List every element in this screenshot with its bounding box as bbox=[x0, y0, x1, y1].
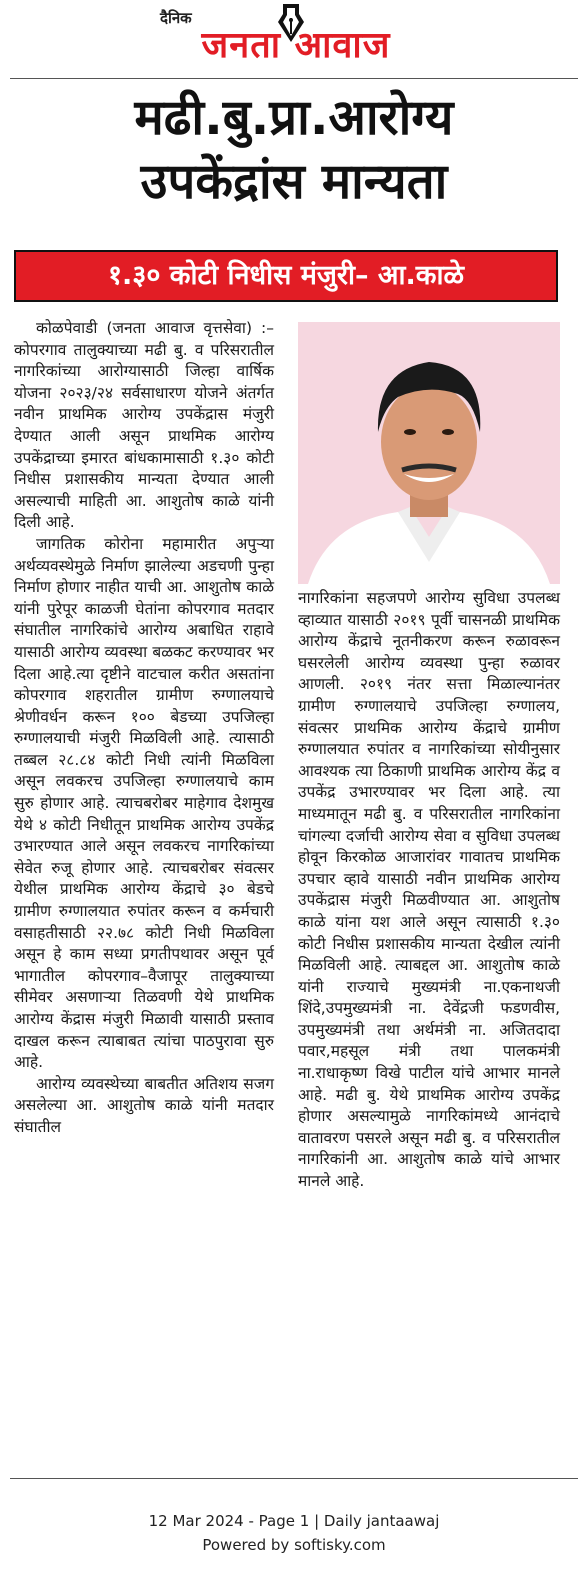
masthead-tagline: दैनिक bbox=[160, 9, 192, 27]
headline-line-1: मढी.बु.प्रा.आरोग्य bbox=[134, 89, 454, 146]
paragraph: आरोग्य व्यवस्थेच्या बाबतीत अतिशय सजग असलेल्या आ. आशुतोष काळे यांनी मतदार संघातील bbox=[14, 1074, 274, 1136]
portrait-photo bbox=[298, 322, 560, 584]
headline-line-2: उपकेंद्रांस मान्यता bbox=[140, 153, 448, 210]
footer-powered-by: Powered by softisky.com bbox=[202, 1536, 386, 1554]
masthead bbox=[0, 0, 588, 80]
divider-bottom bbox=[10, 1478, 578, 1479]
paragraph: जागतिक कोरोना महामारीत अपुऱ्या अर्थव्यवस्थेमुळे निर्माण झालेल्या अडचणी पुन्हा निर्माण होणार नाहीत याची आ. आशुतोष काळे यांनी पुरेपूर काळजी घेतांना कोपरगाव मतदार संघातील नागरिकांचे आरोग्य अबाधित राहावे यासाठी आरोग्य व्यवस्था बळकट करण्यावर भर दिला आहे.त्या दृष्टीने वाटचाल करीत असतांना कोपरगाव शहरातील ग्रामीण रुग्णालयाचे श्रेणीवर्धन करून १०० बेडच्या उपजिल्हा रुग्णालयाची मंजुरी मिळविली आहे. त्यासाठी तब्बल २८.८४ कोटी निधी त्यांनी मिळविला असून लवकरच उपजिल्हा रुग्णालयाचे काम सुरु होणार आहे. त्याचबरोबर माहेगाव देशमुख येथे ४ कोटी निधीतून प्राथमिक आरोग्य उपकेंद्र उभारण्यात आले असून लवकरच नागरिकांच्या सेवेत रुजू होणार आहे. त्याचबरोबर संवत्सर येथील प्राथमिक आरोग्य केंद्राचे ३० बेडचे ग्रामीण रुग्णालयात रुपांतर करून व कर्मचारी वसाहतीसाठी २२.७८ कोटी निधी मिळविला असून हे काम सध्या प्रगतीपथावर असून पूर्व भागातील कोपरगाव–वैजापूर तालुक्याच्या सीमेवर असणाऱ्या तिळवणी येथे प्राथमिक आरोग्य केंद्रास मंजुरी मिळावी यासाठी प्रस्ताव दाखल करून त्याबाबत त्यांचा पाठपुरावा सुरु आहे. bbox=[14, 534, 274, 1072]
paragraph: नागरिकांना सहजपणे आरोग्य सुविधा उपलब्ध व्हाव्यात यासाठी २०१९ पूर्वी चासनळी प्राथमिक आरोग्य केंद्राचे नूतनीकरण करून रुळावरून घसरलेली आरोग्य व्यवस्था पुन्हा रुळावर आणली. २०१९ नंतर सत्ता मिळाल्यानंतर ग्रामीण रुग्णालयाचे उपजिल्हा रुग्णालय, संवत्सर प्राथमिक आरोग्य केंद्राचे ग्रामीण रुग्णालयात रुपांतर व नागरिकांच्या सोयीनुसार आवश्यक त्या ठिकाणी प्राथमिक आरोग्य केंद्र व उपकेंद्र उभारण्यावर भर दिला आहे. त्या माध्यमातून मढी बु. व परिसरातील नागरिकांना चांगल्या दर्जाची आरोग्य सेवा व सुविधा उपलब्ध होवून किरकोळ आजारांवर गावातच प्राथमिक उपचार व्हावे यासाठी नवीन प्राथमिक आरोग्य उपकेंद्रास मंजुरी मिळवीण्यात आ. आशुतोष काळे यांना यश आले असून त्यासाठी १.३० कोटी निधीस प्रशासकीय मान्यता देखील त्यांनी मिळविली आहे. त्याबद्दल आ. आशुतोष काळे यांनी राज्याचे मुख्यमंत्री ना.एकनाथजी शिंदे,उपमुख्यमंत्री ना. देवेंद्रजी फडणवीस, उपमुख्यमंत्री तथा अर्थमंत्री ना. अजितदादा पवार,महसूल मंत्री तथा पालकमंत्री ना.राधाकृष्ण विखे पाटील यांचे आभार मानले आहे. मढी बु. येथे प्राथमिक आरोग्य उपकेंद्र होणार असल्यामुळे नागरिकांमध्ये आनंदाचे वातावरण पसरले असून मढी बु. व परिसरातील नागरिकांनी आ. आशुतोष काळे यांचे आभार मानले आहे. bbox=[298, 589, 560, 1191]
paragraph: कोळपेवाडी (जनता आवाज वृत्तसेवा) :– कोपरगाव तालुक्याच्या मढी बु. व परिसरातील नागरिकांच्या आरोग्यासाठी जिल्हा वार्षिक योजना २०२३/२४ सर्वसाधारण योजने अंतर्गत नवीन प्राथमिक आरोग्य उपकेंद्रास मंजुरी देण्यात आली असून प्राथमिक आरोग्य उपकेंद्राच्या इमारत बांधकामासाठी १.३० कोटी निधीस प्रशासकीय मान्यता देण्यात आली असल्याची माहिती आ. आशुतोष काळे यांनी दिली आहे. bbox=[14, 319, 274, 532]
footer-date-page: 12 Mar 2024 - Page 1 | Daily jantaawaj bbox=[148, 1512, 440, 1530]
article-column-left bbox=[14, 318, 274, 1139]
article-column-right bbox=[298, 588, 560, 1193]
article-subheadline: १.३० कोटी निधीस मंजुरी– आ.काळे bbox=[14, 250, 558, 302]
portrait-illustration bbox=[298, 322, 560, 584]
masthead-logo: जनता आवाज bbox=[201, 25, 391, 66]
article-headline bbox=[10, 86, 578, 214]
divider-top bbox=[10, 78, 578, 79]
